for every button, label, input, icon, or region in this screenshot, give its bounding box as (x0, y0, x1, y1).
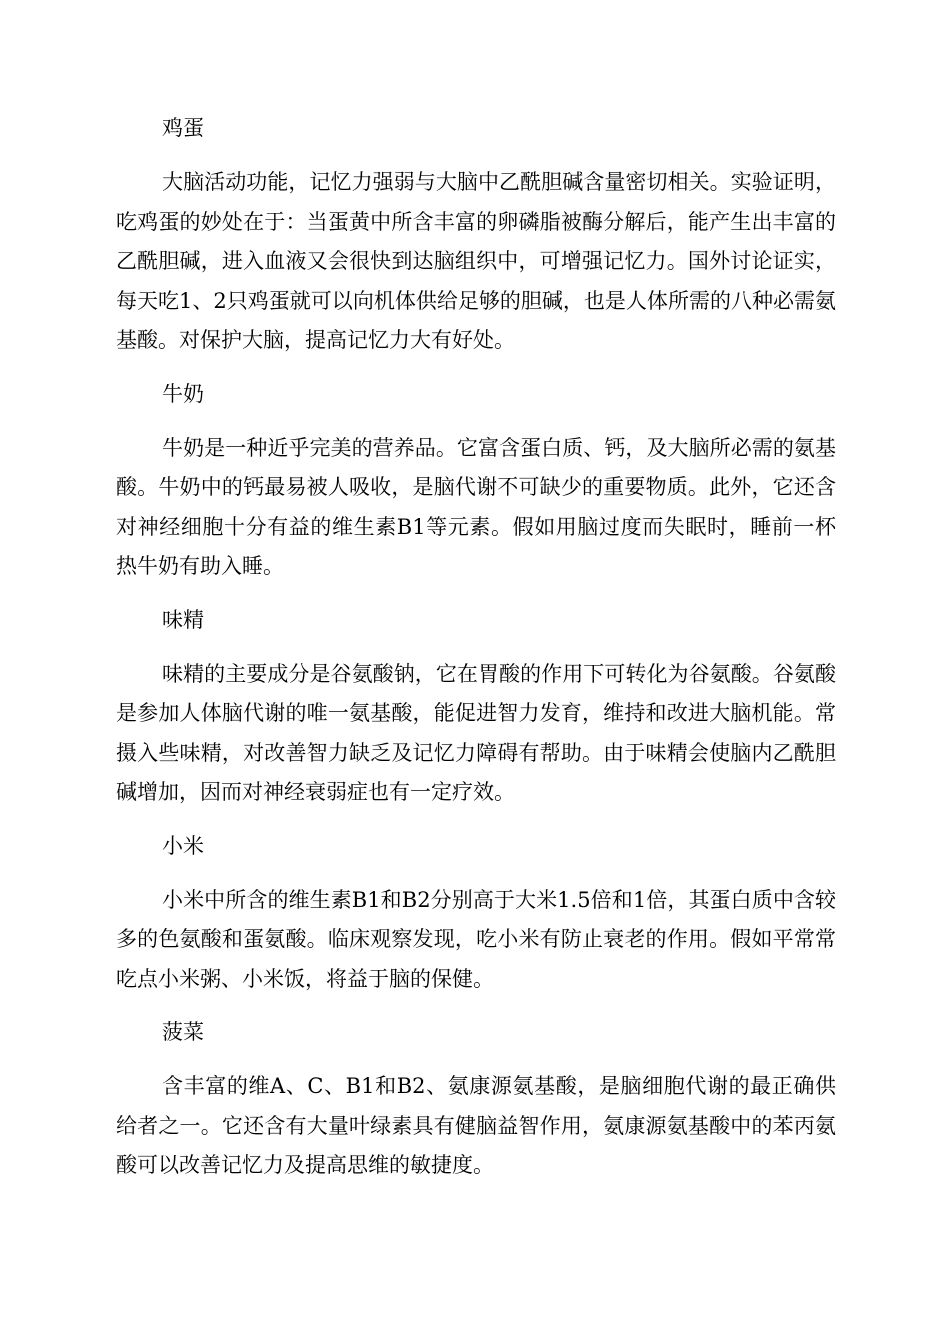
section-title-msg: 味精 (162, 607, 204, 632)
section-body-eggs: 大脑活动功能，记忆力强弱与大脑中乙酰胆碱含量密切相关。实验证明，吃鸡蛋的妙处在于：当蛋黄中所含丰富的卵磷脂被酶分解后，能产生出丰富的乙酰胆碱，进入血液又会很快到达脑组织中，可增强记忆力。国外讨论证实，每天吃1、2只鸡蛋就可以向机体供给足够的胆碱，也是人体所需的八种必需氨基酸。对保护大脑，提高记忆力大有好处。 (116, 170, 836, 352)
spacer (116, 417, 836, 429)
section-title-spinach: 菠菜 (162, 1020, 204, 1044)
spacer (116, 1055, 836, 1067)
spacer (116, 587, 836, 597)
section-title-millet: 小米 (162, 833, 204, 858)
spacer (116, 151, 836, 163)
document-page (116, 105, 836, 1186)
section-body-spinach: 含丰富的维A、C、B1和B2、氨康源氨基酸，是脑细胞代谢的最正确供给者之一。它还含有大量叶绿素具有健脑益智作用，氨康源氨基酸中的苯丙氨酸可以改善记忆力及提高思维的敏捷度。 (116, 1074, 836, 1177)
spacer (116, 813, 836, 823)
section-title-eggs: 鸡蛋 (162, 116, 204, 140)
spacer (116, 643, 836, 655)
section-body-msg: 味精的主要成分是谷氨酸钠，它在胃酸的作用下可转化为谷氨酸。谷氨酸是参加人体脑代谢的唯一氨基酸，能促进智力发育，维持和改进大脑机能。常摄入些味精，对改善智力缺乏及记忆力障碍有帮助。由于味精会使脑内乙酰胆碱增加，因而对神经衰弱症也有一定疗效。 (116, 661, 836, 804)
spacer (116, 999, 836, 1009)
section-title-milk: 牛奶 (162, 381, 204, 406)
section-body-millet: 小米中所含的维生素B1和B2分别高于大米1.5倍和1倍，其蛋白质中含较多的色氨酸和蛋氨酸。临床观察发现，吃小米有防止衰老的作用。假如平常常吃点小米粥、小米饭，将益于脑的保健。 (116, 887, 836, 991)
section-body-milk: 牛奶是一种近乎完美的营养品。它富含蛋白质、钙，及大脑所必需的氨基酸。牛奶中的钙最易被人吸收，是脑代谢不可缺少的重要物质。此外，它还含对神经细胞十分有益的维生素B1等元素。假如用脑过度而失眠时，睡前一杯热牛奶有助入睡。 (116, 435, 836, 578)
spacer (116, 869, 836, 881)
spacer (116, 361, 836, 371)
